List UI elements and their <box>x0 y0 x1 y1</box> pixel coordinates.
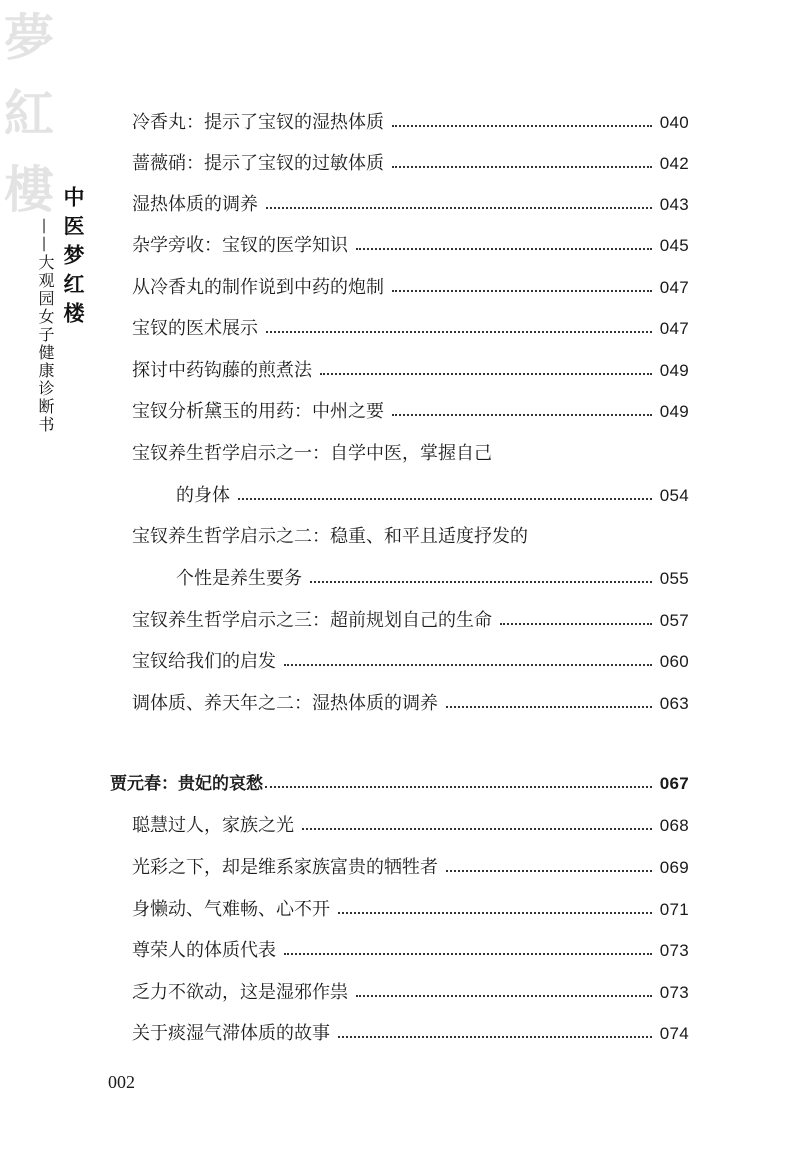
leader-dots <box>310 579 652 583</box>
toc-entry[interactable] <box>132 190 689 220</box>
toc-entry-title: 关于痰湿气滞体质的故事 <box>132 1023 330 1044</box>
toc-entry-page: 054 <box>659 486 689 505</box>
leader-dots <box>284 951 652 955</box>
leader-dots <box>356 246 652 250</box>
toc-entry-title: 宝钗的医术展示 <box>132 318 258 339</box>
toc-entry-page: 060 <box>659 652 689 671</box>
toc-entry[interactable] <box>132 1019 689 1049</box>
leader-dots <box>265 784 652 788</box>
leader-dots <box>446 704 652 708</box>
toc-entry[interactable] <box>132 314 689 344</box>
toc-entry-page: 073 <box>659 983 689 1002</box>
toc-entry-title: 乏力不欲动，这是湿邪作祟 <box>132 982 348 1003</box>
toc-entry[interactable] <box>132 689 689 719</box>
chapter-title: 贾元春：贵妃的哀愁 <box>110 774 263 794</box>
toc-entry[interactable] <box>132 108 689 138</box>
toc-entry-title: 光彩之下，却是维系家族富贵的牺牲者 <box>132 857 438 878</box>
toc-entry-page: 074 <box>659 1024 689 1043</box>
leader-dots <box>284 662 652 666</box>
toc-entry-page: 045 <box>659 236 689 255</box>
toc-entry-title: 尊荣人的体质代表 <box>132 940 276 961</box>
toc-entry[interactable] <box>132 978 689 1008</box>
toc-entry-continued[interactable] <box>176 481 689 511</box>
toc-entry-page: 055 <box>659 569 689 588</box>
leader-dots <box>446 868 652 872</box>
book-subtitle: ——大观园女子健康诊断书 <box>36 218 55 434</box>
leader-dots <box>392 123 652 127</box>
toc-entry[interactable] <box>132 522 689 552</box>
leader-dots <box>302 826 652 830</box>
toc-entry[interactable] <box>132 439 689 469</box>
toc-entry[interactable] <box>132 356 689 386</box>
toc-entry-page: 047 <box>659 278 689 297</box>
toc-entry-page: 068 <box>659 816 689 835</box>
seal-char: 夢 <box>4 8 54 67</box>
toc-entry[interactable] <box>132 936 689 966</box>
toc-entry[interactable] <box>132 811 689 841</box>
toc-entry-title-cont: 个性是养生要务 <box>176 568 302 589</box>
toc-entry-page: 071 <box>659 900 689 919</box>
toc-entry-title: 身懒动、气难畅、心不开 <box>132 899 330 920</box>
toc-entry[interactable] <box>132 606 689 636</box>
toc-entry[interactable] <box>132 853 689 883</box>
toc-entry[interactable] <box>132 231 689 261</box>
toc-entry[interactable] <box>132 397 689 427</box>
toc-entry-page: 069 <box>659 858 689 877</box>
leader-dots <box>338 1034 652 1038</box>
toc-entry-continued[interactable] <box>176 564 689 594</box>
leader-dots <box>356 993 652 997</box>
leader-dots <box>238 496 652 500</box>
toc-entry-page: 073 <box>659 941 689 960</box>
toc-entry-title: 从冷香丸的制作说到中药的炮制 <box>132 277 384 298</box>
toc-entry-title: 宝钗分析黛玉的用药：中州之要 <box>132 401 384 422</box>
toc-entry-title: 探讨中药钩藤的煎煮法 <box>132 360 312 381</box>
leader-dots <box>266 329 652 333</box>
toc-entry-page: 049 <box>659 361 689 380</box>
book-title: 中医梦红楼 <box>61 186 86 331</box>
leader-dots <box>392 412 652 416</box>
toc-entry-title: 杂学旁收：宝钗的医学知识 <box>132 235 348 256</box>
leader-dots <box>320 371 652 375</box>
toc-entry[interactable] <box>132 273 689 303</box>
toc-entry-title-cont: 的身体 <box>176 485 230 506</box>
page-number: 002 <box>108 1072 135 1092</box>
toc-entry-page: 047 <box>659 319 689 338</box>
leader-dots <box>392 288 652 292</box>
toc-entry-page: 043 <box>659 195 689 214</box>
toc-entry-title: 宝钗养生哲学启示之三：超前规划自己的生命 <box>132 610 492 631</box>
toc-entry-page: 063 <box>659 694 689 713</box>
toc-entry-title: 聪慧过人，家族之光 <box>132 815 294 836</box>
toc-entry-title: 宝钗养生哲学启示之一：自学中医，掌握自己 <box>132 443 492 464</box>
toc-entry-page: 042 <box>659 154 689 173</box>
leader-dots <box>392 164 652 168</box>
leader-dots <box>500 621 652 625</box>
toc-entry-title: 蔷薇硝：提示了宝钗的过敏体质 <box>132 153 384 174</box>
toc-entry-title: 宝钗养生哲学启示之二：稳重、和平且适度抒发的 <box>132 526 528 547</box>
toc-entry-title: 宝钗给我们的启发 <box>132 651 276 672</box>
chapter-heading[interactable] <box>110 769 689 799</box>
toc-entry[interactable] <box>132 647 689 677</box>
leader-dots <box>338 910 652 914</box>
toc-entry-page: 057 <box>659 611 689 630</box>
seal-char: 紅 <box>4 84 54 143</box>
toc-entry-title: 湿热体质的调养 <box>132 194 258 215</box>
leader-dots <box>266 205 652 209</box>
toc-entry-page: 049 <box>659 402 689 421</box>
toc-entry[interactable] <box>132 895 689 925</box>
seal-char: 樓 <box>4 160 54 219</box>
seal-watermark <box>0 0 58 230</box>
toc-entry-title: 调体质、养天年之二：湿热体质的调养 <box>132 693 438 714</box>
toc-entry-title: 冷香丸：提示了宝钗的湿热体质 <box>132 112 384 133</box>
toc-entry-page: 040 <box>659 113 689 132</box>
chapter-page: 067 <box>659 774 689 793</box>
toc-entry[interactable] <box>132 149 689 179</box>
